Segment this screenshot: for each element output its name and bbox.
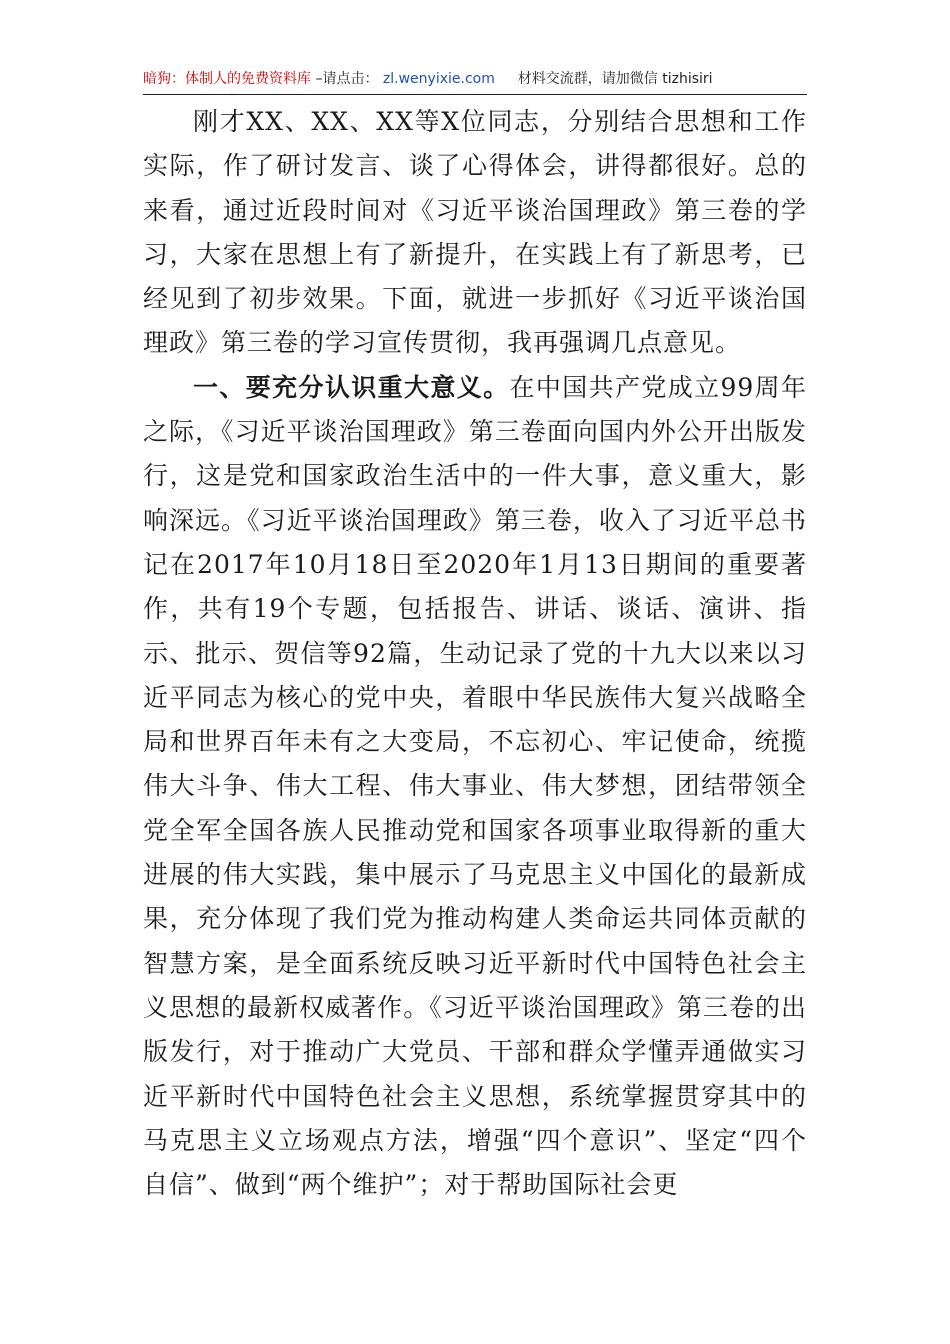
header-group-note: 材料交流群，请加微信 tizhisiri [517, 71, 713, 87]
section-1-text: 在中国共产党成立99周年之际，《习近平谈治国理政》第三卷面向国内外公开出版发行，这是党和国家政治生活中的一件大事，意义重大，影响深远。《习近平谈治国理政》第三卷，收入了习近平总书记在2017年10月18日至2020年1月13日期间的重要著作，共有19个专题，包括报告、讲话、谈话、演讲、指示、批示、贺信等92篇，生动记录了党的十九大以来以习近平同志为核心的党中央，着眼中华民族伟大复兴战略全局和世界百年未有之大变局，不忘初心、牢记使命，统揽伟大斗争、伟大工程、伟大事业、伟大梦想，团结带领全党全军全国各族人民推动党和国家各项事业取得新的重大进展的伟大实践，集中展示了马克思主义中国化的最新成果，充分体现了我们党为推动构建人类命运共同体贡献的智慧方案，是全面系统反映习近平新时代中国特色社会主义思想的最新权威著作。《习近平谈治国理政》第三卷的出版发行，对于推动广大党员、干部和群众学懂弄通做实习近平新时代中国特色社会主义思想，系统掌握贯穿其中的马克思主义立场观点方法，增强“四个意识”、坚定“四个自信”、做到“两个维护”；对于帮助国际社会更 [143, 372, 807, 1200]
document-body [143, 100, 807, 1207]
section-1-heading: 一、要充分认识重大意义。 [193, 372, 510, 402]
header-url-link[interactable]: zl.wenyixie.com [382, 71, 495, 87]
page-header [143, 66, 807, 95]
intro-paragraph: 刚才XX、XX、XX等X位同志，分别结合思想和工作实际，作了研讨发言、谈了心得体会，讲得都很好。总的来看，通过近段时间对《习近平谈治国理政》第三卷的学习，大家在思想上有了新提升，在实践上有了新思考，已经见到了初步效果。下面，就进一步抓好《习近平谈治国理政》第三卷的学习宣传贯彻，我再强调几点意见。 [143, 107, 807, 358]
header-click-prompt: –请点击： [315, 71, 379, 87]
section-1-paragraph [143, 366, 807, 1208]
header-source-label: 暗狗：体制人的免费资料库 [143, 71, 311, 87]
